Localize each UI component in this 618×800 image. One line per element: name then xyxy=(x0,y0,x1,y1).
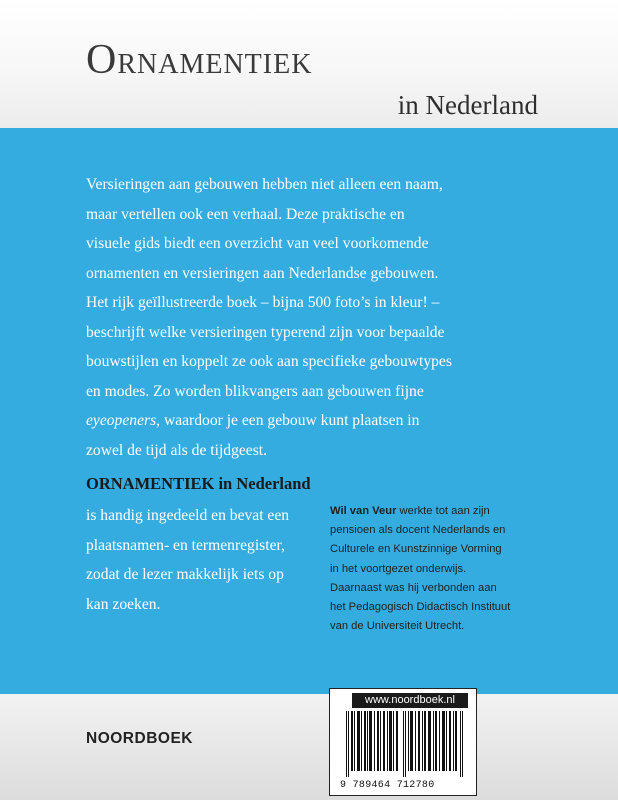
promo-text xyxy=(86,501,289,619)
description-line: Het rijk geïllustreerde boek – bijna 500 foto’s in kleur! – xyxy=(86,294,440,311)
italic-term: eyeopeners xyxy=(86,412,157,429)
description-line: zowel de tijd als de tijdgeest. xyxy=(86,441,268,459)
author-line-rest: werkte tot aan zijn xyxy=(396,505,490,517)
author-line: pensioen als docent Nederlands en xyxy=(330,524,506,537)
book-subtitle: in Nederland xyxy=(397,90,538,120)
description-line: en modes. Zo worden blikvangers aan gebouwen fijne xyxy=(86,382,424,400)
promo-line: is handig ingedeeld en bevat een xyxy=(86,507,290,524)
author-bio xyxy=(330,502,510,636)
promo-line: kan zoeken. xyxy=(86,595,161,613)
description-line-rest: , waardoor je een gebouw kunt plaatsen in xyxy=(156,412,420,429)
description-line: bouwstijlen en koppelt ze ook aan specifieke gebouwtypes xyxy=(86,353,452,370)
title-rest: RNAMENTIEK xyxy=(117,49,313,80)
author-line: Culturele en Kunstzinnige Vorming xyxy=(330,543,502,556)
author-name: Wil van Veur xyxy=(330,505,397,517)
author-line: van de Universiteit Utrecht. xyxy=(330,620,465,633)
description-line: Versieringen aan gebouwen hebben niet alleen een naam, xyxy=(86,176,443,193)
author-line: in het voortgezet onderwijs. xyxy=(330,562,467,575)
promo-line: zodat de lezer makkelijk iets op xyxy=(86,566,284,583)
promo-line: plaatsnamen- en termenregister, xyxy=(86,536,285,554)
description-line: beschrijft welke versieringen typerend zijn voor bepaalde xyxy=(86,323,445,341)
publisher-url: www.noordboek.nl xyxy=(352,693,468,708)
barcode-bars xyxy=(346,711,464,777)
description-line xyxy=(86,406,556,436)
author-line: Daarnaast was hij verbonden aan xyxy=(330,581,497,594)
publisher-name: NOORDBOEK xyxy=(86,730,193,747)
description-line: ornamenten en versieringen aan Nederlandse gebouwen. xyxy=(86,264,439,282)
barcode xyxy=(329,688,477,796)
description-text xyxy=(86,170,556,465)
promo-heading: ORNAMENTIEK in Nederland xyxy=(86,474,311,493)
title-initial: O xyxy=(86,37,118,83)
isbn-number: 9 789464 712780 xyxy=(340,780,435,791)
author-line: het Pedagogisch Didactisch Instituut xyxy=(330,601,511,614)
description-line: maar vertellen ook een verhaal. Deze praktische en xyxy=(86,205,405,223)
description-line: visuele gids biedt een overzicht van veel voorkomende xyxy=(86,235,429,252)
author-line xyxy=(330,502,510,521)
book-title xyxy=(86,36,312,84)
